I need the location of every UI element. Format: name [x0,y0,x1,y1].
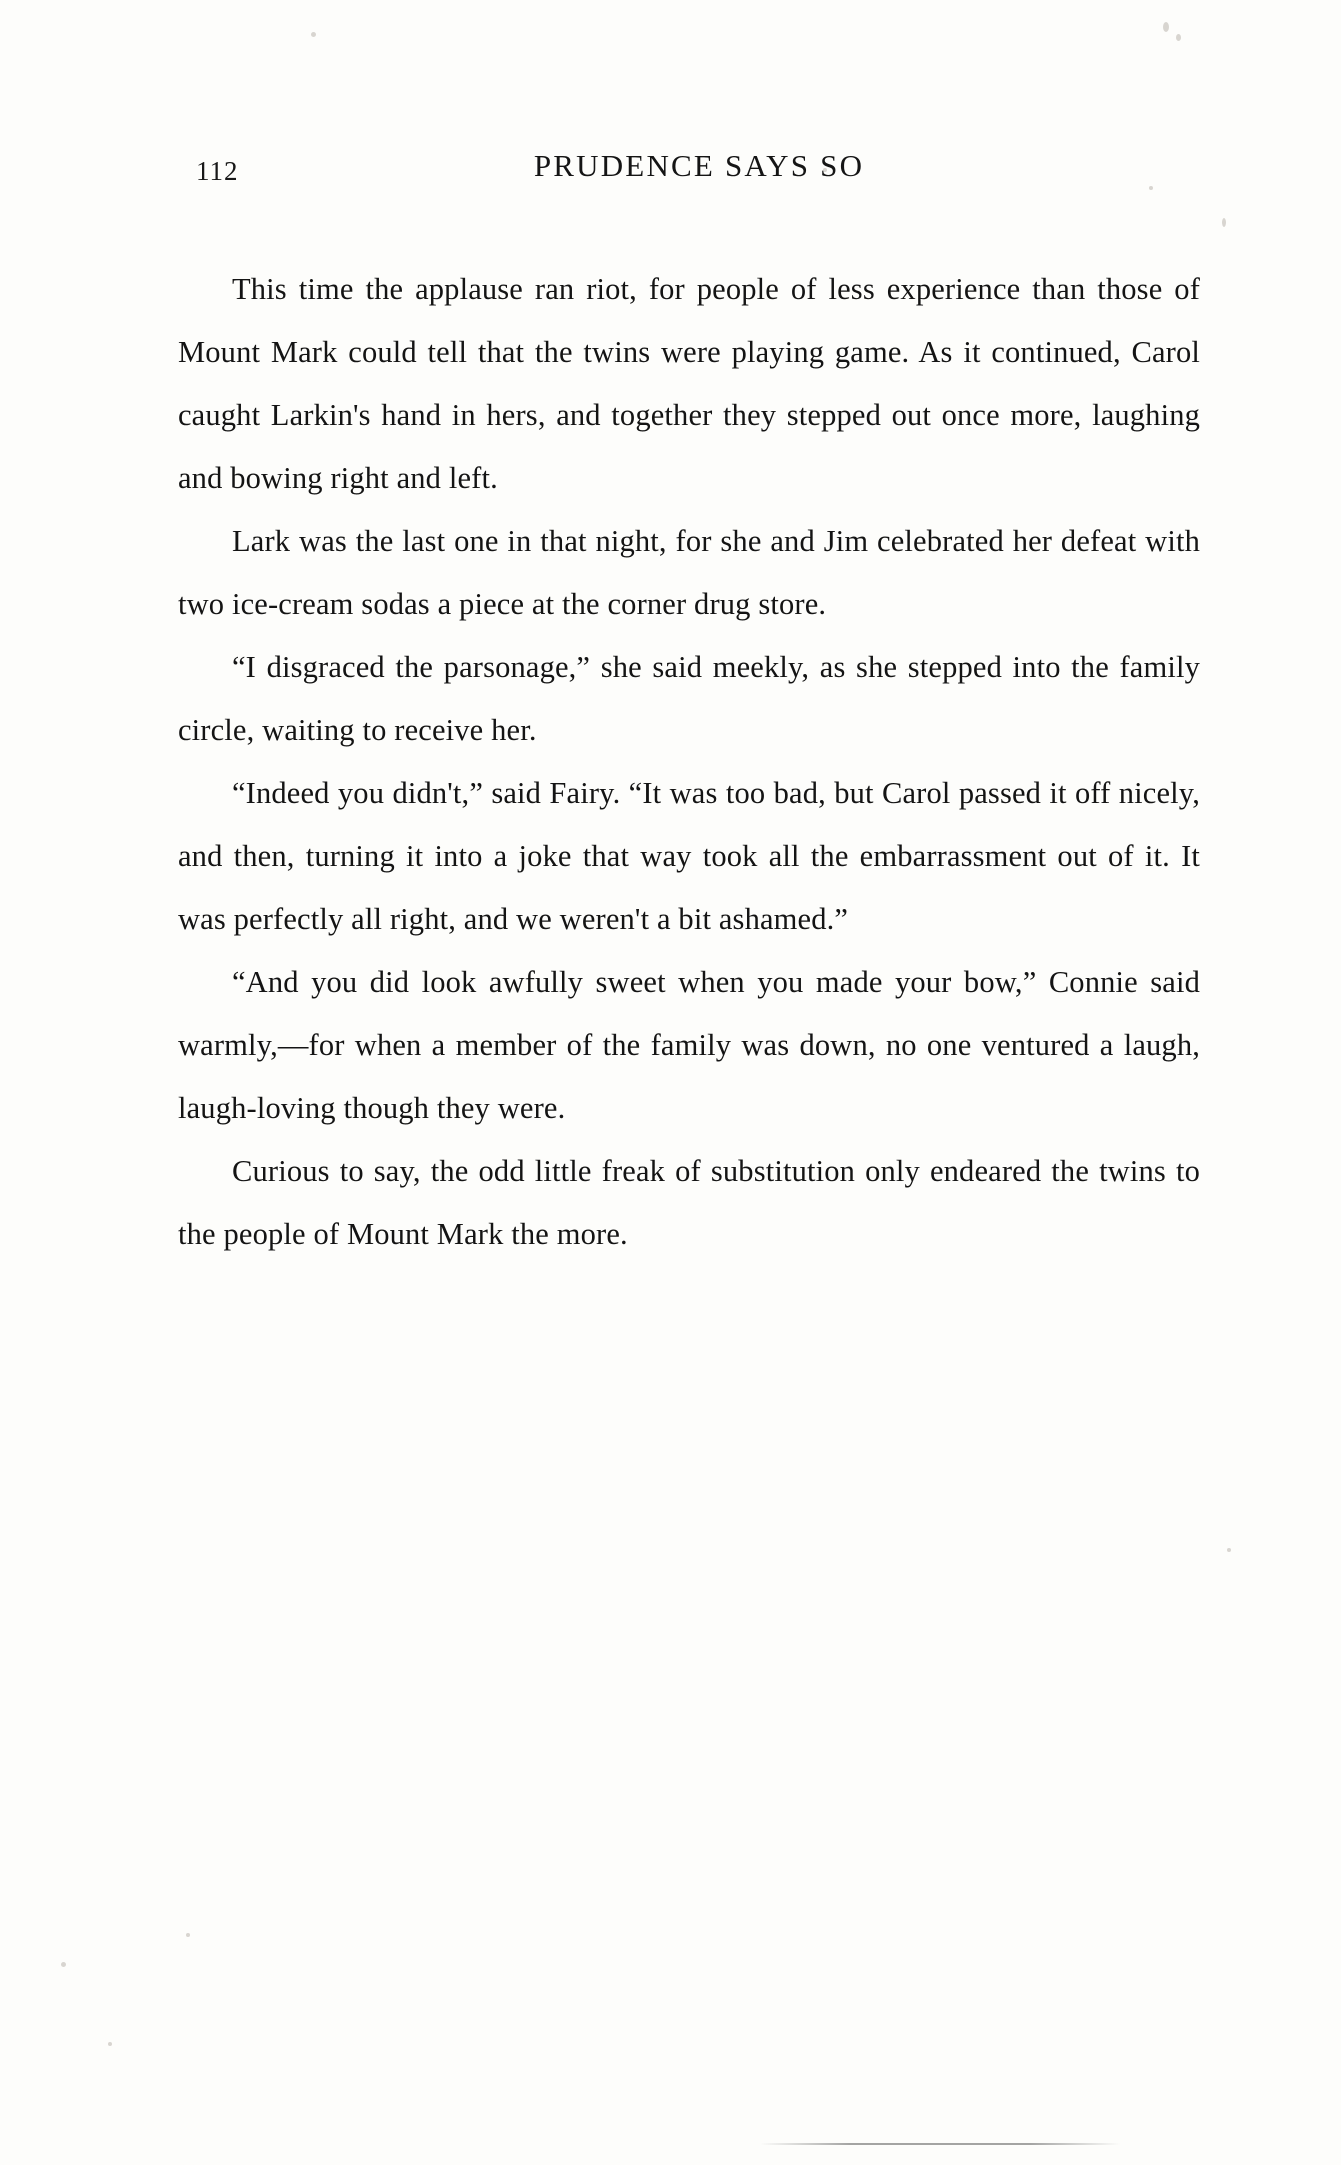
paragraph: Curious to say, the odd little freak of substitution only endeared the twins to the people of Mount Mark the more. [178,1154,1200,1251]
paper-speck [311,32,316,37]
page-number: 112 [196,156,239,186]
body-text [178,258,1200,1266]
page-header [196,148,1156,194]
paper-speck [108,2042,112,2046]
paragraph: “And you did look awfully sweet when you made your bow,” Connie said warmly,—for when a member of the family was down, no one ventured a laugh, laugh-loving though they were. [178,965,1200,1125]
paper-speck [61,1962,66,1967]
paragraph: This time the applause ran riot, for people of less experience than those of Mount Mark could tell that the twins were playing game. As it continued, Carol caught Larkin's hand in hers, and together they stepped out once more, laughing and bowing right and left. [178,272,1200,495]
paper-speck [1222,218,1226,227]
running-title: PRUDENCE SAYS SO [533,148,865,183]
paper-speck [1227,1548,1231,1552]
bottom-rule [760,2143,1120,2145]
paragraph: “Indeed you didn't,” said Fairy. “It was too bad, but Carol passed it off nicely, and then, turning it into a joke that way took all the embarrassment out of it. It was perfectly all right, and we weren't a bit ashamed.” [178,776,1200,936]
paper-speck [1163,22,1169,32]
paper-speck [186,1933,190,1937]
paragraph: Lark was the last one in that night, for she and Jim celebrated her defeat with two ice-cream sodas a piece at the corner drug store. [178,524,1200,621]
paper-speck [1176,34,1181,41]
paragraph: “I disgraced the parsonage,” she said meekly, as she stepped into the family circle, waiting to receive her. [178,650,1200,747]
